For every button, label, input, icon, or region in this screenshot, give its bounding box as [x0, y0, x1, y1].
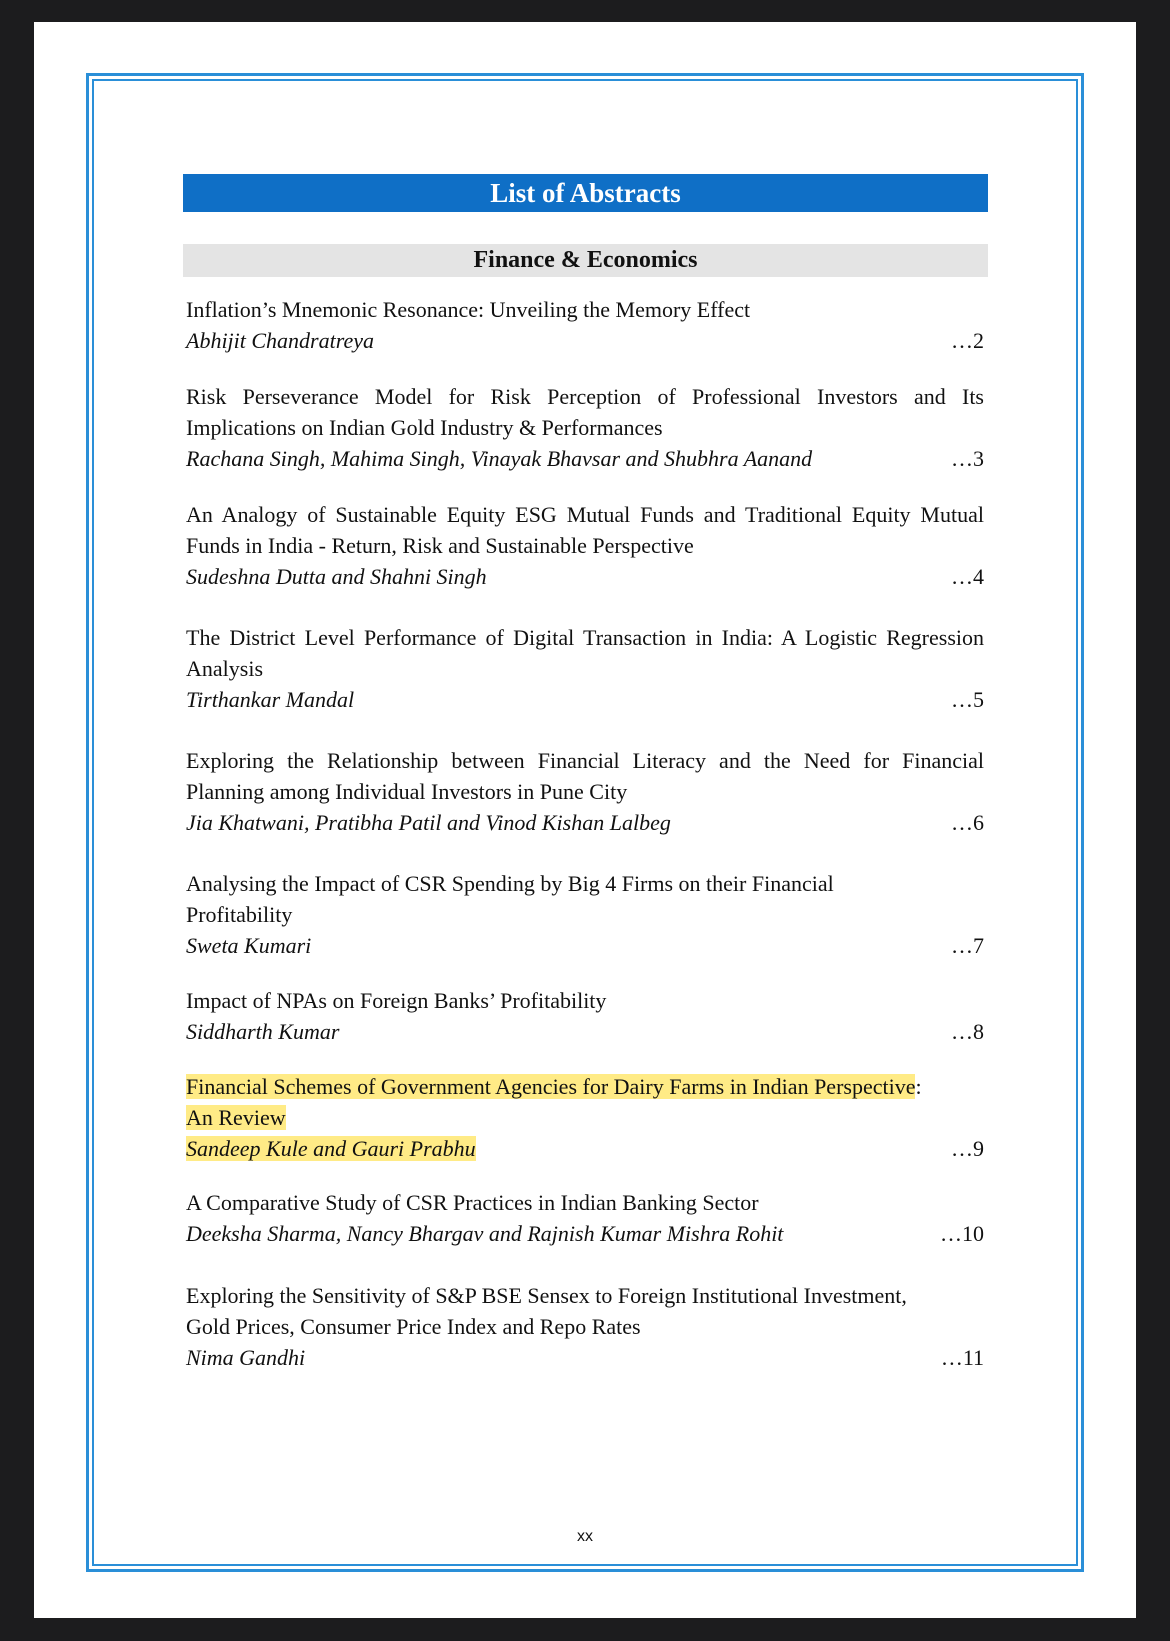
abstract-authors: Abhijit Chandratreya: [186, 328, 375, 353]
abstract-title: The District Level Performance of Digital Transaction in India: A Logistic Regression Analysis: [186, 625, 984, 681]
list-item: [186, 985, 984, 1047]
page-number: …7: [951, 933, 984, 958]
abstract-authors: Tirthankar Mandal: [186, 687, 355, 712]
abstract-title-line: Profitability: [186, 902, 293, 927]
page-number: …3: [951, 446, 984, 471]
page-title: List of Abstracts: [183, 174, 988, 212]
highlighted-text: An Review: [186, 1105, 286, 1130]
abstract-title: [186, 1071, 984, 1133]
list-item: [186, 381, 984, 474]
abstract-title-line: Gold Prices, Consumer Price Index and Repo Rates: [186, 1314, 641, 1339]
abstract-authors: Deeksha Sharma, Nancy Bhargav and Rajnish Kumar Mishra Rohit: [186, 1221, 784, 1246]
list-item: [186, 868, 984, 961]
list-item: [186, 745, 984, 838]
page-number: …11: [940, 1345, 984, 1370]
page-number: …4: [951, 564, 984, 589]
list-item: [186, 294, 984, 356]
list-item: [186, 499, 984, 592]
page-number: …9: [951, 1136, 984, 1161]
abstract-title: [186, 868, 984, 930]
document-page: [34, 22, 1136, 1618]
page-number: …10: [940, 1221, 984, 1246]
page-number: …5: [951, 687, 984, 712]
abstract-authors: Sweta Kumari: [186, 933, 312, 958]
section-heading: Finance & Economics: [183, 244, 988, 277]
abstract-title: Impact of NPAs on Foreign Banks’ Profitability: [186, 988, 607, 1013]
abstract-authors: Nima Gandhi: [186, 1345, 306, 1370]
abstract-title-line: Exploring the Sensitivity of S&P BSE Sensex to Foreign Institutional Investment,: [186, 1283, 907, 1308]
abstract-authors: Jia Khatwani, Pratibha Patil and Vinod Kishan Lalbeg: [186, 810, 671, 835]
abstract-title: Exploring the Relationship between Financial Literacy and the Need for Financial Planning among Individual Investors in Pune City: [186, 748, 984, 804]
title-punctuation: :: [915, 1074, 922, 1099]
abstract-title: An Analogy of Sustainable Equity ESG Mutual Funds and Traditional Equity Mutual Funds in India - Return, Risk and Sustainable Perspective: [186, 502, 984, 558]
abstract-authors: Sudeshna Dutta and Shahni Singh: [186, 564, 487, 589]
abstract-authors: Rachana Singh, Mahima Singh, Vinayak Bhavsar and Shubhra Aanand: [186, 446, 813, 471]
abstract-title: Risk Perseverance Model for Risk Perception of Professional Investors and Its Implications on Indian Gold Industry & Performances: [186, 384, 984, 440]
abstract-title-line: Analysing the Impact of CSR Spending by Big 4 Firms on their Financial: [186, 871, 834, 896]
page-number: …8: [951, 1019, 984, 1044]
abstract-title: A Comparative Study of CSR Practices in Indian Banking Sector: [186, 1190, 759, 1215]
highlighted-text: Financial Schemes of Government Agencies for Dairy Farms in Indian Perspective: [186, 1074, 916, 1099]
abstract-title: [186, 1280, 984, 1342]
abstract-authors: Siddharth Kumar: [186, 1019, 340, 1044]
list-item-highlighted: [186, 1071, 984, 1164]
footer-page-number: xx: [577, 1528, 593, 1545]
list-item: [186, 622, 984, 715]
list-item: [186, 1280, 984, 1373]
abstract-title: Inflation’s Mnemonic Resonance: Unveiling the Memory Effect: [186, 297, 751, 322]
page-number: …2: [951, 328, 984, 353]
page-number: …6: [951, 810, 984, 835]
abstract-authors: Sandeep Kule and Gauri Prabhu: [186, 1136, 476, 1161]
list-item: [186, 1187, 984, 1249]
